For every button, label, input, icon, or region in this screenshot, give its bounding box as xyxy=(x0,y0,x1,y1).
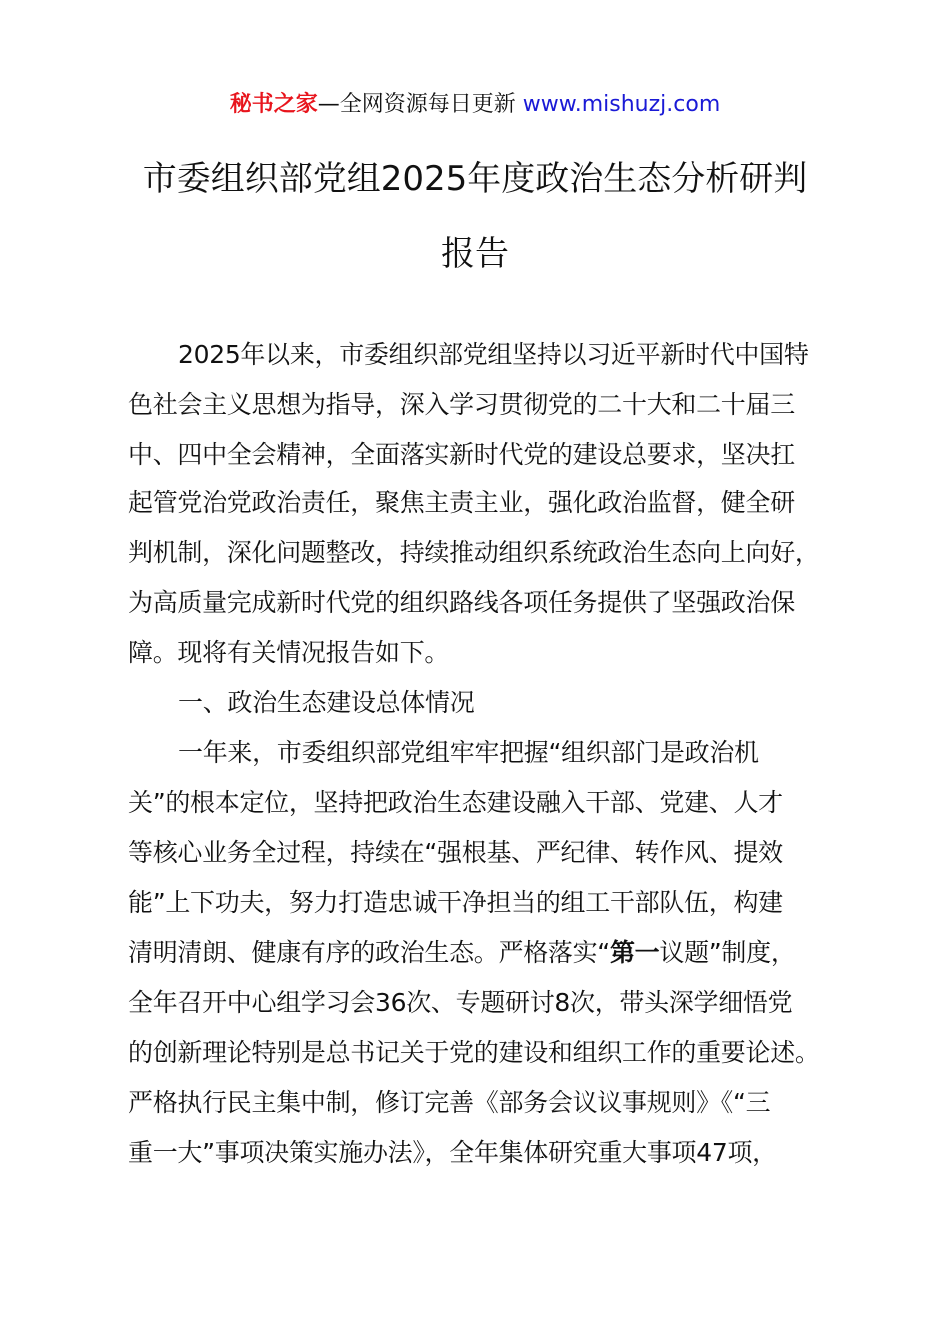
document-title-line-1: 市委组织部党组2025年度政治生态分析研判 xyxy=(142,159,808,199)
paragraph-line: 等核心业务全过程，持续在“强根基、严纪律、转作风、提效 xyxy=(128,838,783,867)
paragraph-line: 为高质量完成新时代党的组织路线各项任务提供了坚强政治保 xyxy=(128,588,795,617)
paragraph-line: 重一大”事项决策实施办法》，全年集体研究重大事项47项， xyxy=(128,1138,777,1167)
paragraph-line: 起管党治党政治责任，聚焦主责主业，强化政治监督，健全研 xyxy=(128,488,795,517)
paragraph-line: 关”的根本定位，坚持把政治生态建设融入干部、党建、人才 xyxy=(128,788,783,817)
paragraph-line-with-bold xyxy=(128,935,868,971)
section-heading: 一、政治生态建设总体情况 xyxy=(178,688,475,717)
site-url-link[interactable]: www.mishuzj.com xyxy=(522,92,721,117)
text-segment: 议题”制度， xyxy=(659,938,796,967)
header-tagline: —全网资源每日更新 xyxy=(317,92,516,117)
paragraph-line: 一年来，市委组织部党组牢牢把握“组织部门是政治机 xyxy=(178,738,759,767)
paragraph-line: 严格执行民主集中制，修订完善《部务会议议事规则》《“三 xyxy=(128,1088,771,1117)
paragraph-line: 全年召开中心组学习会36次、专题研讨8次，带头深学细悟党 xyxy=(128,988,793,1017)
brand-name: 秘书之家 xyxy=(229,92,318,117)
paragraph-line: 2025年以来，市委组织部党组坚持以习近平新时代中国特 xyxy=(178,340,809,369)
paragraph-line: 能”上下功夫，努力打造忠诚干净担当的组工干部队伍，构建 xyxy=(128,888,783,917)
document-title-line-2: 报告 xyxy=(441,234,509,274)
site-header xyxy=(0,88,950,122)
bold-text-segment: 第一 xyxy=(609,938,660,967)
paragraph-line: 的创新理论特别是总书记关于党的建设和组织工作的重要论述。 xyxy=(128,1038,820,1067)
paragraph-line: 判机制，深化问题整改，持续推动组织系统政治生态向上向好， xyxy=(128,538,820,567)
paragraph-line: 中、四中全会精神，全面落实新时代党的建设总要求，坚决扛 xyxy=(128,440,795,469)
paragraph-line: 障。现将有关情况报告如下。 xyxy=(128,638,450,667)
text-segment: 清明清朗、健康有序的政治生态。严格落实“ xyxy=(128,938,610,967)
paragraph-line: 色社会主义思想为指导，深入学习贯彻党的二十大和二十届三 xyxy=(128,390,795,419)
